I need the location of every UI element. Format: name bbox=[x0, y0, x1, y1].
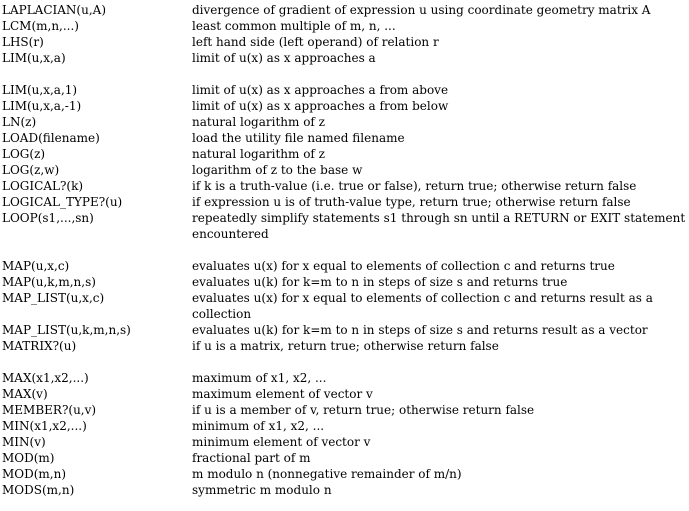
function-entry bbox=[2, 114, 688, 130]
function-entry bbox=[2, 210, 688, 242]
function-description: repeatedly simplify statements s1 through sn until a RETURN or EXIT statement encountered bbox=[192, 211, 686, 241]
function-signature: LOG(z,w) bbox=[2, 163, 60, 177]
function-description: evaluates u(k) for k=m to n in steps of size s and returns result as a vector bbox=[192, 323, 648, 337]
function-description: fractional part of m bbox=[192, 451, 311, 465]
function-description: least common multiple of m, n, ... bbox=[192, 19, 396, 33]
function-entry bbox=[2, 194, 688, 210]
function-entry bbox=[2, 418, 688, 434]
function-entry bbox=[2, 2, 688, 18]
function-entry bbox=[2, 98, 688, 114]
function-entry bbox=[2, 162, 688, 178]
function-description: natural logarithm of z bbox=[192, 115, 325, 129]
function-description: evaluates u(x) for x equal to elements of collection c and returns result as a collection bbox=[192, 291, 653, 321]
function-description: minimum element of vector v bbox=[192, 435, 371, 449]
function-entry bbox=[2, 402, 688, 418]
function-description: m modulo n (nonnegative remainder of m/n) bbox=[192, 467, 462, 481]
function-entry bbox=[2, 82, 688, 98]
function-description: if u is a member of v, return true; otherwise return false bbox=[192, 403, 535, 417]
function-signature: MOD(m) bbox=[2, 451, 55, 465]
function-entry bbox=[2, 178, 688, 194]
function-description: natural logarithm of z bbox=[192, 147, 325, 161]
function-description: evaluates u(k) for k=m to n in steps of size s and returns true bbox=[192, 275, 568, 289]
function-entry bbox=[2, 482, 688, 498]
function-signature: MAX(v) bbox=[2, 387, 48, 401]
function-reference-table bbox=[2, 2, 688, 498]
function-entry bbox=[2, 290, 688, 322]
function-signature: MATRIX?(u) bbox=[2, 339, 77, 353]
function-signature: MAP(u,k,m,n,s) bbox=[2, 275, 96, 289]
function-signature: MIN(x1,x2,...) bbox=[2, 419, 87, 433]
function-signature: LIM(u,x,a,-1) bbox=[2, 99, 82, 113]
function-entry bbox=[2, 450, 688, 466]
function-entry bbox=[2, 466, 688, 482]
function-signature: MAP_LIST(u,x,c) bbox=[2, 291, 105, 305]
function-signature: LN(z) bbox=[2, 115, 37, 129]
function-description: limit of u(x) as x approaches a from below bbox=[192, 99, 449, 113]
function-description: evaluates u(x) for x equal to elements of collection c and returns true bbox=[192, 259, 615, 273]
function-entry bbox=[2, 370, 688, 386]
function-signature: MAP(u,x,c) bbox=[2, 259, 70, 273]
function-signature: LAPLACIAN(u,A) bbox=[2, 3, 107, 17]
function-description: load the utility file named filename bbox=[192, 131, 405, 145]
function-entry bbox=[2, 34, 688, 50]
function-description: if k is a truth-value (i.e. true or false), return true; otherwise return false bbox=[192, 179, 637, 193]
function-signature: MIN(v) bbox=[2, 435, 46, 449]
function-description: limit of u(x) as x approaches a bbox=[192, 51, 376, 65]
function-description: if u is a matrix, return true; otherwise return false bbox=[192, 339, 499, 353]
function-signature: LOG(z) bbox=[2, 147, 46, 161]
function-signature: LCM(m,n,...) bbox=[2, 19, 79, 33]
function-description: maximum element of vector v bbox=[192, 387, 373, 401]
function-description: minimum of x1, x2, ... bbox=[192, 419, 325, 433]
function-description: logarithm of z to the base w bbox=[192, 163, 363, 177]
function-entry bbox=[2, 18, 688, 34]
function-description: if expression u is of truth-value type, return true; otherwise return false bbox=[192, 195, 631, 209]
function-description: symmetric m modulo n bbox=[192, 483, 332, 497]
function-signature: MEMBER?(u,v) bbox=[2, 403, 97, 417]
function-entry bbox=[2, 258, 688, 274]
function-signature: LOGICAL?(k) bbox=[2, 179, 84, 193]
function-signature: MAP_LIST(u,k,m,n,s) bbox=[2, 323, 131, 337]
function-signature: LOAD(filename) bbox=[2, 131, 100, 145]
function-description: divergence of gradient of expression u using coordinate geometry matrix A bbox=[192, 3, 651, 17]
function-signature: LIM(u,x,a) bbox=[2, 51, 66, 65]
function-signature: MODS(m,n) bbox=[2, 483, 75, 497]
function-signature: MOD(m,n) bbox=[2, 467, 67, 481]
function-entry bbox=[2, 338, 688, 354]
function-entry bbox=[2, 434, 688, 450]
function-signature: LHS(r) bbox=[2, 35, 44, 49]
function-entry bbox=[2, 274, 688, 290]
function-entry bbox=[2, 146, 688, 162]
function-description: limit of u(x) as x approaches a from above bbox=[192, 83, 449, 97]
function-signature: LOOP(s1,...,sn) bbox=[2, 211, 94, 225]
function-entry bbox=[2, 322, 688, 338]
function-entry bbox=[2, 50, 688, 66]
function-signature: LOGICAL_TYPE?(u) bbox=[2, 195, 123, 209]
function-signature: LIM(u,x,a,1) bbox=[2, 83, 78, 97]
function-entry bbox=[2, 386, 688, 402]
function-description: left hand side (left operand) of relation r bbox=[192, 35, 439, 49]
function-signature: MAX(x1,x2,...) bbox=[2, 371, 89, 385]
function-description: maximum of x1, x2, ... bbox=[192, 371, 327, 385]
function-entry bbox=[2, 130, 688, 146]
